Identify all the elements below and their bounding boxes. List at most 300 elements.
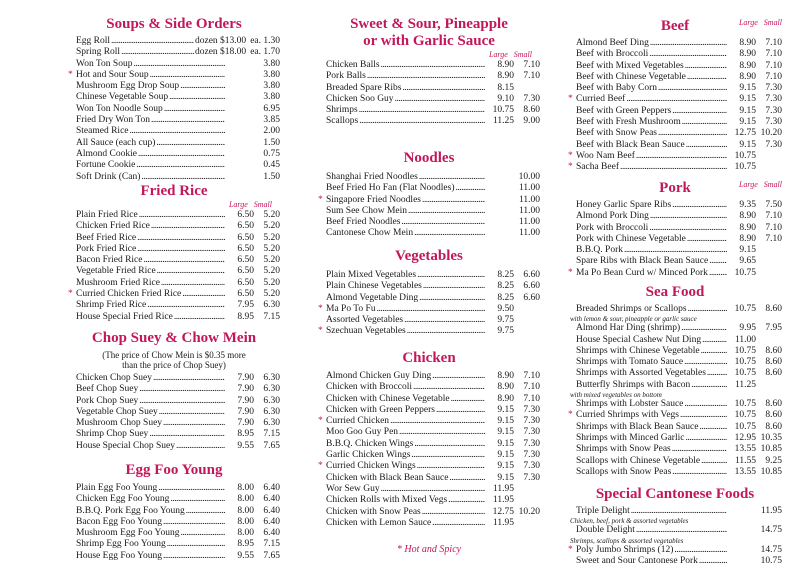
leader-dots <box>159 407 225 418</box>
menu-item-price-small: 7.65 <box>263 440 280 451</box>
menu-item <box>68 266 280 277</box>
menu-item-price-small: 3.80 <box>263 58 280 69</box>
spicy-marker: * <box>68 69 73 80</box>
menu-item-price-small: 6.30 <box>263 395 280 406</box>
menu-item-name: Beef with Broccoli <box>576 49 649 60</box>
leader-dots <box>417 270 485 281</box>
menu-item-price-small: 6.30 <box>263 384 280 395</box>
menu-item-price-small: 10.00 <box>518 172 540 182</box>
menu-item-price-large: 6.50 <box>237 221 254 232</box>
cantonese-section <box>568 486 782 567</box>
menu-item-name: Beef with Fresh Mushroom <box>576 117 681 128</box>
menu-item-price-small: 6.30 <box>263 406 280 417</box>
menu-item-name: Chicken with Snow Peas <box>326 506 421 517</box>
menu-item-name: B.B.Q. Pork Egg Foo Young <box>76 505 185 516</box>
menu-item-name: Pork Balls <box>326 71 366 82</box>
fried-rice-section <box>68 183 280 323</box>
leader-dots <box>672 106 727 117</box>
menu-item-price-small: 8.60 <box>765 421 782 432</box>
menu-item-name: Pork with Broccoli <box>576 222 649 233</box>
menu-item-price-large: 6.50 <box>237 266 254 277</box>
menu-item-name: Ma Po To Fu <box>326 303 376 314</box>
section-title-line1: Sweet & Sour, Pineapple <box>350 16 508 32</box>
leader-dots <box>381 484 485 495</box>
menu-item-price-small: 11.00 <box>518 183 540 194</box>
menu-item-price-small: 7.30 <box>523 93 540 104</box>
menu-item-price-large: 9.15 <box>739 105 756 116</box>
menu-item-name: Chicken Egg Foo Young <box>76 494 170 505</box>
menu-item <box>568 83 782 94</box>
menu-item-name: House Egg Foo Young <box>76 550 163 561</box>
menu-item-price-small: 7.30 <box>765 139 782 150</box>
menu-item-price-large: 8.90 <box>497 382 514 393</box>
leader-dots <box>411 450 485 461</box>
menu-item-price-small: 7.50 <box>765 200 782 210</box>
menu-item-price-large: 13.55 <box>734 444 756 455</box>
menu-item-name: Pork Chop Suey <box>76 395 139 406</box>
menu-item-price-small: 7.30 <box>523 450 540 461</box>
menu-item-name: Singapore Fried Noodles <box>326 194 421 205</box>
leader-dots <box>672 200 727 211</box>
menu-item <box>68 81 280 92</box>
menu-item-price-large: 9.10 <box>497 93 514 104</box>
leader-dots <box>649 49 727 60</box>
menu-item-name: Steamed Rice <box>76 126 129 137</box>
section-title: Beef <box>660 18 690 34</box>
leader-dots <box>451 394 485 405</box>
leader-dots <box>701 456 727 467</box>
menu-item <box>568 268 782 279</box>
menu-item <box>318 473 540 484</box>
menu-item-price-large: 8.25 <box>497 292 514 303</box>
menu-item <box>68 551 280 562</box>
menu-item-price-small: 6.40 <box>263 494 280 505</box>
menu-item <box>318 371 540 382</box>
leader-dots <box>672 444 727 455</box>
menu-item-name: Bacon Fried Rice <box>76 255 143 266</box>
menu-item-price-large: 9.15 <box>739 245 756 256</box>
menu-item-price-large: 8.25 <box>497 281 514 292</box>
leader-dots <box>414 228 485 239</box>
menu-item-price-large: 9.75 <box>497 315 514 326</box>
menu-item-name: Almond Vegetable Ding <box>326 292 419 303</box>
section-title: Noodles <box>403 150 455 166</box>
soups-section <box>68 16 280 183</box>
menu-item-price-large: 8.95 <box>237 311 254 322</box>
menu-item-price-small: 8.60 <box>765 399 782 410</box>
menu-item <box>568 223 782 234</box>
menu-item-name: Bacon Egg Foo Young <box>76 516 163 527</box>
leader-dots <box>432 518 485 529</box>
menu-item-price-small: 10.85 <box>760 444 782 455</box>
menu-item <box>318 495 540 506</box>
leader-dots <box>709 268 727 279</box>
leader-dots <box>163 517 225 528</box>
item-list <box>318 172 540 240</box>
menu-item-price-large: 10.75 <box>734 410 756 421</box>
menu-item-price-small: 7.10 <box>523 382 540 393</box>
menu-item-price-large: 6.50 <box>237 255 254 266</box>
menu-item-name: Curried Beef <box>576 94 626 105</box>
menu-item-price-small: 7.30 <box>765 117 782 128</box>
menu-item-name: Almond Pork Ding <box>576 211 649 222</box>
menu-item-name: Won Ton Noodle Soup <box>76 103 163 114</box>
section-title: Pork <box>659 180 691 196</box>
leader-dots <box>157 266 225 277</box>
leader-dots <box>413 382 485 393</box>
menu-item-name: Shrimps with Minced Garlic <box>576 432 685 443</box>
menu-item-name: Beef with Mixed Vegetables <box>576 60 684 71</box>
leader-dots <box>685 61 727 72</box>
menu-item-price-small: 6.95 <box>263 103 280 114</box>
menu-item-price-small: 7.10 <box>765 71 782 82</box>
menu-item <box>68 528 280 539</box>
menu-item <box>568 335 782 346</box>
menu-item-price-small: 7.30 <box>765 83 782 94</box>
leader-dots <box>141 172 225 183</box>
menu-item-price-large: 10.75 <box>734 304 756 314</box>
menu-item <box>568 410 782 421</box>
menu-item-price-large: 9.15 <box>497 461 514 472</box>
leader-dots <box>422 507 485 518</box>
menu-item <box>68 233 280 244</box>
menu-item-name: Shrimps with Lobster Sauce <box>576 399 684 410</box>
menu-item-name: All Sauce (each cup) <box>76 137 156 148</box>
section-title: Sea Food <box>645 284 705 300</box>
menu-item-price-large: 11.55 <box>734 455 756 466</box>
menu-item-price-large: 9.15 <box>739 117 756 128</box>
menu-item-price-large: 8.90 <box>739 211 756 222</box>
menu-item-price-small: 7.10 <box>765 222 782 233</box>
menu-item-name: Beef with Baby Corn <box>576 83 658 94</box>
menu-item-price-small: 8.60 <box>523 105 540 116</box>
menu-item-name: Spring Roll <box>76 47 121 58</box>
menu-item-name: Assorted Vegetables <box>326 315 404 326</box>
leader-dots <box>136 160 225 171</box>
leader-dots <box>419 172 485 183</box>
menu-item-price-large: 8.90 <box>739 60 756 71</box>
menu-item <box>68 126 280 137</box>
menu-item <box>568 151 782 162</box>
menu-item-name: Shrimps with Black Bean Sauce <box>576 421 699 432</box>
menu-item-price-small: 3.80 <box>263 92 280 103</box>
item-list <box>318 371 540 529</box>
item-list <box>68 36 280 183</box>
menu-item-price-large: 9.35 <box>739 200 756 210</box>
menu-item <box>68 289 280 300</box>
menu-item <box>568 368 782 379</box>
leader-dots <box>448 495 485 506</box>
menu-item-price-large: 11.95 <box>492 483 514 494</box>
menu-item-price-small: 7.30 <box>765 94 782 105</box>
menu-item <box>568 117 782 128</box>
menu-item-name: Vegetable Chop Suey <box>76 406 158 417</box>
menu-item <box>318 83 540 94</box>
menu-item-name: Fortune Cookie <box>76 160 136 171</box>
leader-dots <box>163 551 225 562</box>
menu-item-price-small: 7.15 <box>263 311 280 322</box>
menu-item-name: Vegetable Fried Rice <box>76 266 156 277</box>
menu-item <box>318 228 540 239</box>
small-label: Small <box>513 50 532 59</box>
menu-item-price-large: 9.15 <box>739 83 756 94</box>
menu-item-price-small: 14.75 <box>760 525 782 536</box>
menu-item <box>318 315 540 326</box>
leader-dots <box>680 410 727 421</box>
menu-item-price-small: 8.60 <box>765 304 782 314</box>
menu-item-price-large: 9.15 <box>497 472 514 483</box>
menu-item-price-small: 7.10 <box>523 60 540 70</box>
menu-item-description: with lemon & sour, pineapple or garlic sauce <box>570 315 697 324</box>
leader-dots <box>137 233 225 244</box>
leader-dots <box>151 221 225 232</box>
menu-item <box>68 494 280 505</box>
menu-item-price-large: 8.90 <box>739 49 756 60</box>
menu-item-name: Plain Mixed Vegetables <box>326 270 417 280</box>
menu-item-name: Garlic Chicken Wings <box>326 450 411 461</box>
menu-item-price-large: 10.75 <box>734 267 756 278</box>
menu-item-price-large: 6.50 <box>237 243 254 254</box>
menu-item-name: Shrimps with Assorted Vegetables <box>576 368 706 379</box>
menu-item <box>568 72 782 83</box>
menu-item-name: Sum See Chow Mein <box>326 205 408 216</box>
menu-item <box>68 92 280 103</box>
leader-dots <box>620 162 727 173</box>
menu-item-price-small: 6.30 <box>263 373 280 383</box>
menu-item-name: Chinese Vegetable Soup <box>76 92 169 103</box>
leader-dots <box>153 373 225 384</box>
leader-dots <box>156 138 225 149</box>
menu-item-price-small: 10.20 <box>760 128 782 139</box>
menu-item-price-large: 11.95 <box>492 517 514 528</box>
menu-item-price-small: 6.40 <box>263 483 280 493</box>
menu-item-price-large: 9.15 <box>497 404 514 415</box>
menu-item-name: Fried Dry Won Ton <box>76 115 150 126</box>
menu-item-price-large: 7.90 <box>237 406 254 417</box>
menu-item-price-small: 7.15 <box>263 429 280 440</box>
menu-item-name: Plain Chinese Vegetables <box>326 281 422 292</box>
menu-item-price-large: 9.15 <box>497 450 514 461</box>
menu-item-name: Mushroom Egg Drop Soup <box>76 81 180 92</box>
menu-item-price-large: 7.90 <box>237 384 254 395</box>
leader-dots <box>180 81 225 92</box>
menu-item <box>568 323 782 334</box>
menu-item <box>68 149 280 160</box>
menu-item-name: Hot and Sour Soup <box>76 69 149 80</box>
menu-item-price-large: 10.75 <box>734 399 756 410</box>
menu-item <box>68 312 280 323</box>
spicy-marker: * <box>318 461 323 472</box>
menu-item-name: Chicken Chop Suey <box>76 373 152 383</box>
menu-item <box>318 183 540 194</box>
menu-item <box>318 172 540 183</box>
section-title-line2: or with Garlic Sauce <box>363 33 495 49</box>
section-title: Fried Rice <box>140 183 208 199</box>
menu-item <box>68 221 280 232</box>
menu-item-price-small: 6.30 <box>263 418 280 429</box>
menu-item-name: Shrimp Chop Suey <box>76 429 149 440</box>
size-header <box>739 180 782 189</box>
menu-item-price-small: 8.60 <box>765 357 782 368</box>
menu-item <box>318 461 540 472</box>
leader-dots <box>686 140 727 151</box>
menu-item-price-small: 10.20 <box>518 506 540 517</box>
menu-item <box>318 105 540 116</box>
leader-dots <box>164 104 225 115</box>
menu-item-name: B.B.Q. Pork <box>576 245 623 256</box>
menu-item <box>318 484 540 495</box>
menu-item <box>318 518 540 529</box>
large-label: Large <box>488 50 508 59</box>
menu-item-name: Chicken Soo Guy <box>326 93 394 104</box>
menu-item <box>318 427 540 438</box>
menu-item-price-small: 7.10 <box>765 38 782 48</box>
menu-item-description: Chicken, beef, pork & assorted vegetables <box>570 517 689 526</box>
menu-item <box>318 270 540 281</box>
section-header <box>568 18 782 35</box>
leader-dots <box>390 416 485 427</box>
pork-section <box>568 180 782 279</box>
menu-item <box>68 115 280 126</box>
menu-item-name: Chicken Balls <box>326 60 380 70</box>
menu-item-price-small: 3.80 <box>263 69 280 80</box>
menu-item-price-small: 6.30 <box>263 300 280 311</box>
noodles-section <box>318 150 540 240</box>
item-list <box>318 60 540 128</box>
menu-item-name: Curried Shrimps with Vegs <box>576 410 680 421</box>
menu-item <box>568 256 782 267</box>
menu-item <box>568 211 782 222</box>
menu-item <box>318 416 540 427</box>
item-list <box>568 304 782 478</box>
beef-section <box>568 18 782 174</box>
menu-item-price-small: 5.20 <box>263 255 280 266</box>
menu-item-name: Poly Jumbo Shrimps (12) <box>576 544 674 555</box>
item-list <box>568 506 782 567</box>
leader-dots <box>111 36 194 47</box>
menu-item-price-small: 6.60 <box>523 270 540 280</box>
menu-item-name: Chicken with Black Bean Sauce <box>326 472 449 483</box>
vegetables-section <box>318 248 540 338</box>
menu-item <box>568 162 782 173</box>
leader-dots <box>432 371 485 382</box>
menu-item-price-small: 3.80 <box>263 81 280 92</box>
spicy-marker: * <box>318 326 323 337</box>
menu-item-price-large: 8.90 <box>739 222 756 233</box>
menu-item <box>68 138 280 149</box>
menu-item <box>318 195 540 206</box>
leader-dots <box>404 315 485 326</box>
menu-item-price-small: 10.35 <box>760 432 782 443</box>
menu-item-price-small: 7.30 <box>523 427 540 438</box>
menu-item-price-large: 10.75 <box>734 150 756 161</box>
menu-item <box>68 70 280 81</box>
menu-item <box>318 450 540 461</box>
small-label: Small <box>763 180 782 189</box>
menu-item-name: Butterfly Shrimps with Bacon <box>576 379 691 390</box>
menu-item-price-small: 5.20 <box>263 243 280 254</box>
leader-dots <box>139 396 225 407</box>
menu-item-price-large: 7.90 <box>237 373 254 383</box>
menu-item-price-large: 12.95 <box>734 432 756 443</box>
menu-item-price-large: 9.50 <box>497 303 514 314</box>
leader-dots <box>699 556 727 567</box>
menu-item <box>68 172 280 183</box>
leader-dots <box>174 312 225 323</box>
menu-item-price-small: 5.20 <box>263 266 280 277</box>
menu-item-name: Triple Delight <box>576 506 630 516</box>
menu-item <box>68 396 280 407</box>
menu-item-name: Chicken with Green Peppers <box>326 404 435 415</box>
leader-dots <box>436 405 485 416</box>
leader-dots <box>147 300 225 311</box>
menu-item-name: Honey Garlic Spare Ribs <box>576 200 672 210</box>
chow-mein-note-line2: than the price of Chop Suey) <box>122 360 226 370</box>
menu-item <box>318 394 540 405</box>
menu-item <box>318 60 540 71</box>
menu-item-name: Egg Roll <box>76 36 111 46</box>
menu-item-name: Won Ton Soup <box>76 58 133 69</box>
menu-item-price-large: 8.90 <box>497 393 514 404</box>
leader-dots <box>636 151 727 162</box>
menu-item-price-large: 10.75 <box>734 162 756 173</box>
menu-item-price-small: 6.60 <box>523 281 540 292</box>
item-list <box>318 270 540 338</box>
large-label: Large <box>228 200 248 209</box>
menu-item-name: Pork with Chinese Vegetable <box>576 233 686 244</box>
menu-item-price-small: 7.10 <box>523 71 540 82</box>
menu-item-name: Plain Egg Foo Young <box>76 483 158 493</box>
menu-item-price-small: 5.20 <box>263 277 280 288</box>
menu-item <box>318 71 540 82</box>
menu-item-name: Beef Fried Ho Fan (Flat Noodles) <box>326 183 455 194</box>
leader-dots <box>170 494 225 505</box>
menu-item-price-small: 7.30 <box>523 472 540 483</box>
menu-item-price-large: 10.75 <box>734 357 756 368</box>
menu-item <box>68 104 280 115</box>
size-header <box>68 200 280 210</box>
menu-item-price-small: 9.00 <box>523 116 540 127</box>
menu-item-name: Chicken with Broccoli <box>326 382 413 393</box>
leader-dots <box>408 206 485 217</box>
menu-item-price-small: 7.30 <box>523 416 540 427</box>
menu-item-name: Shrimps with Snow Peas <box>576 444 671 455</box>
menu-item <box>68 483 280 494</box>
menu-item-name: Soft Drink (Can) <box>76 171 141 182</box>
menu-item-name: Moo Goo Guy Pen <box>326 427 399 438</box>
menu-item-price-large: 8.15 <box>497 82 514 93</box>
leader-dots <box>182 289 225 300</box>
menu-item-name: Chicken Fried Rice <box>76 221 150 232</box>
section-title: Egg Foo Young <box>125 462 223 478</box>
leader-dots <box>150 70 225 81</box>
menu-item-price-large: 12.75 <box>734 128 756 139</box>
section-title: Vegetables <box>395 248 463 264</box>
menu-item-name: Pork Fried Rice <box>76 243 137 254</box>
small-label: Small <box>253 200 272 209</box>
menu-item-price-small: 1.50 <box>263 171 280 182</box>
leader-dots <box>381 60 485 71</box>
menu-item-name: Ma Po Bean Curd w/ Minced Pork <box>576 267 708 278</box>
menu-item-name: Shrimps with Chinese Vegetable <box>576 345 700 356</box>
spicy-marker: * <box>568 410 573 421</box>
leader-dots <box>707 368 727 379</box>
spicy-marker: * <box>318 416 323 427</box>
menu-item-price-large: 8.00 <box>237 494 254 505</box>
leader-dots <box>414 439 485 450</box>
leader-dots <box>143 255 225 266</box>
menu-item <box>568 49 782 60</box>
